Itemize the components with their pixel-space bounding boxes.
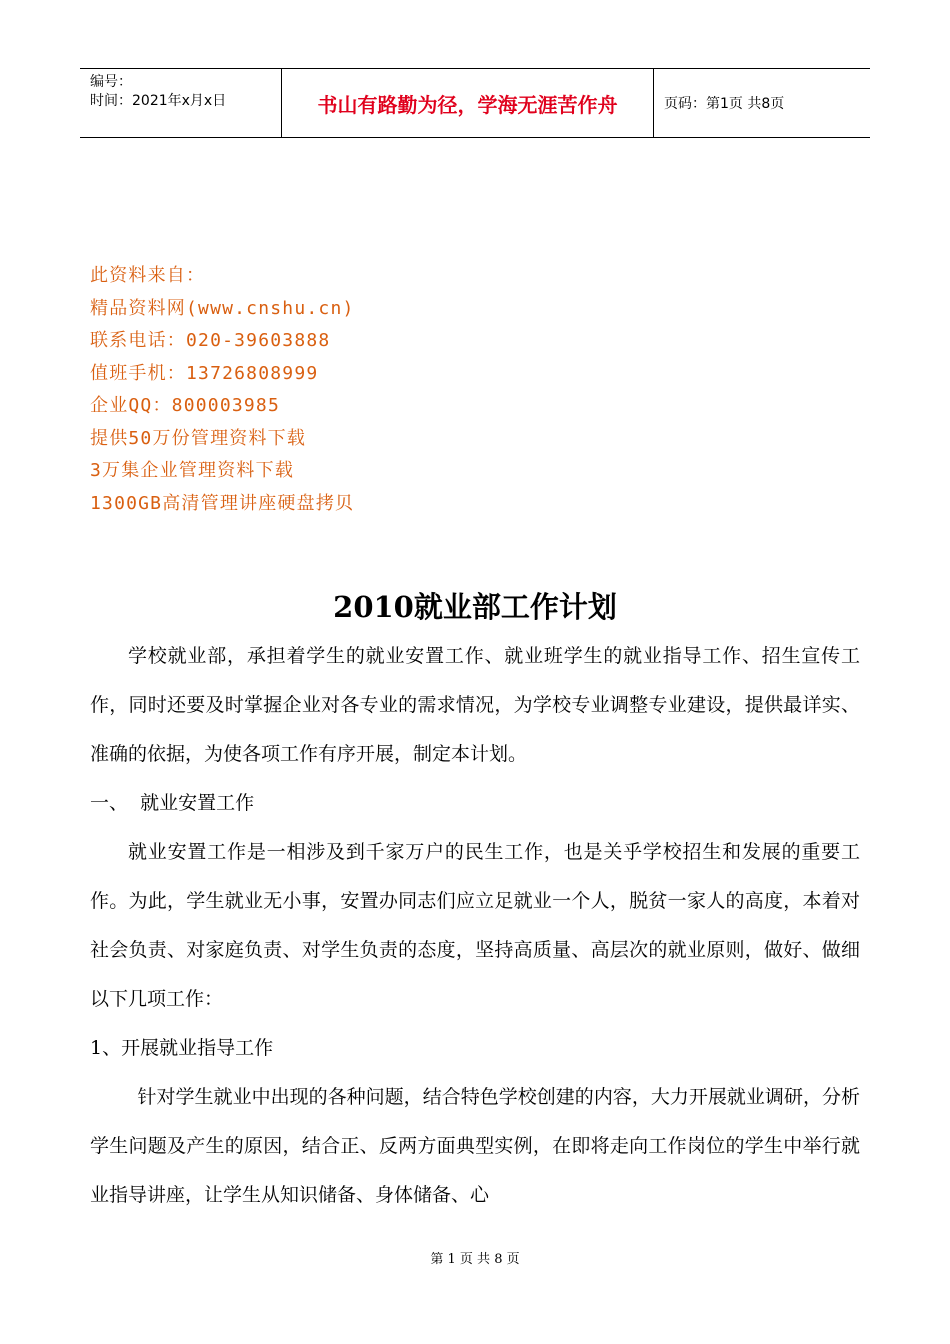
source-line: 值班手机：13726808999 (90, 362, 319, 384)
source-line: 精品资料网(www.cnshu.cn) (90, 297, 355, 319)
subsection-heading: 1、开展就业指导工作 (90, 1037, 274, 1059)
source-line: 联系电话：020-39603888 (90, 330, 331, 351)
source-line: 1300GB高清管理讲座硬盘拷贝 (90, 492, 355, 514)
source-line: 3万集企业管理资料下载 (90, 460, 295, 481)
document-body (90, 632, 860, 1220)
document-number-label: 编号： (90, 74, 132, 90)
header-info-cell (80, 69, 282, 137)
intro-paragraph: 学校就业部，承担着学生的就业安置工作、就业班学生的就业指导工作、招生宣传工作，同时还要及时掌握企业对各专业的需求情况，为学校专业调整专业建设，提供最详实、准确的依据，为使各项工作有序开展，制定本计划。 (90, 645, 860, 765)
source-line: 此资料来自： (90, 265, 206, 286)
page-footer: 第 1 页 共 8 页 (430, 1252, 520, 1267)
header-motto: 书山有路勤为径，学海无涯苦作舟 (282, 69, 654, 137)
section-paragraph: 就业安置工作是一相涉及到千家万户的民生工作，也是关乎学校招生和发展的重要工作。为此，学生就业无小事，安置办同志们应立足就业一个人，脱贫一家人的高度，本着对社会负责、对家庭负责、对学生负责的态度，坚持高质量、高层次的就业原则，做好、做细以下几项工作： (90, 841, 860, 1010)
section-heading: 一、 就业安置工作 (90, 792, 255, 814)
source-line: 提供50万份管理资料下载 (90, 427, 307, 449)
source-info-block (90, 260, 355, 520)
source-line: 企业QQ：800003985 (90, 395, 281, 416)
document-title: 2010就业部工作计划 (333, 590, 617, 624)
page-header (80, 68, 870, 138)
document-date-label: 时间：2021年x月x日 (90, 93, 227, 109)
header-page-info: 页码：第1页 共8页 (664, 96, 785, 112)
subsection-paragraph: 针对学生就业中出现的各种问题，结合特色学校创建的内容，大力开展就业调研，分析学生问题及产生的原因，结合正、反两方面典型实例，在即将走向工作岗位的学生中举行就业指导讲座，让学生从知识储备、身体储备、心 (90, 1086, 860, 1206)
